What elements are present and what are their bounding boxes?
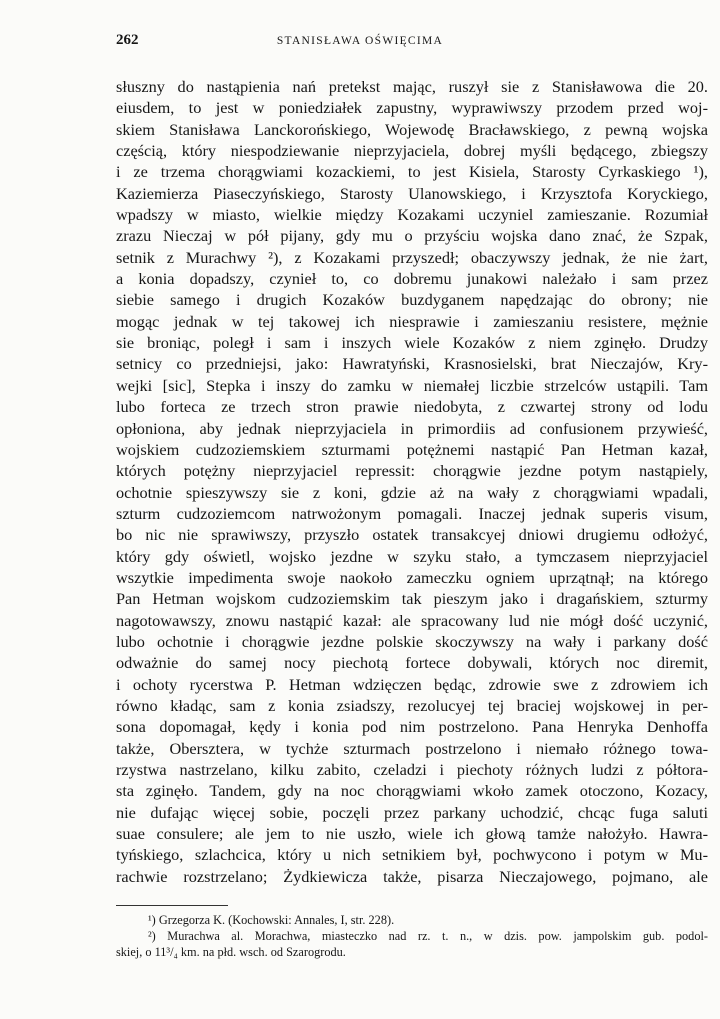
body-line: słuszny do nastąpienia nań pretekst mając, ruszył sie z Stanisławowa die 20. [116, 77, 708, 96]
body-line: zrazu Nieczaj w pół pijany, gdy mu o przyściu wojska dano znać, że Szpak, [116, 226, 708, 246]
body-line: wojskiem cudzoziemskiem szturmami potężnemi nastąpić Pan Hetman kazał, [116, 439, 708, 459]
body-line: suae consulere; ale jem to nie uszło, wiele ich głową tamże nałożyło. Hawra- [116, 824, 708, 844]
body-line: skiem Stanisława Lanckorońskiego, Wojewodę Bracławskiego, z pewną wojska [116, 119, 708, 139]
body-line: Pan Hetman wojskom cudzoziemskim tak pieszym jako i dragańskiem, szturmy [116, 589, 708, 609]
body-line: sona dopomagał, kędy i konia pod nim postrzelono. Pana Henryka Denhoffa [116, 717, 708, 737]
body-line: Kaziemierza Piaseczyńskiego, Starosty Ulanowskiego, i Krzysztofa Koryckiego, [116, 183, 708, 203]
footnote-rule [116, 905, 228, 906]
body-line: odważnie do samej nocy piechotą fortece dobywali, których noc diremit, [116, 653, 708, 673]
running-head: STANISŁAWA OŚWIĘCIMA [276, 35, 444, 47]
body-line: wejki [sic], Stepka i inszy do zamku w niemałej liczbie strzelców ustąpili. Tam [116, 375, 708, 395]
body-line: opłoniona, aby jednak nieprzyjaciela in primordiis ad confusionem przywieść, [116, 418, 708, 438]
body-line: mogąc jednak w tej takowej ich niesprawie i zamieszaniu resistere, mężnie [116, 311, 708, 331]
body-line: lubo forteca ze trzech stron prawie niedobyta, z czwartej strony od lodu [116, 397, 708, 417]
body-line: wpadszy w miasto, wielkie między Kozakami uczyniel zamieszanie. Rozumiał [116, 205, 708, 225]
body-line: siebie samego i drugich Kozaków buzdyganem napędzając do obrony; nie [116, 290, 708, 310]
body-line: który gdy oświetl, wojsko jezdne w szyku stało, a tymczasem nieprzyjaciel [116, 546, 708, 566]
body-line: ochotnie spieszywszy sie z koni, gdzie aż na wały z chorągwiami wpadali, [116, 482, 708, 502]
body-line: równo kładąc, sam z konia zsiadszy, rezolucyej tej braciej wojskowej in per- [116, 695, 708, 715]
body-line: wszytkie impedimenta swoje naokoło zameczku ogniem uprzątnął; na którego [116, 567, 708, 587]
body-line: lubo ochotnie i chorągwie jezdne polskie skoczywszy na wały i parkany dość [116, 631, 708, 651]
footnote-2-continued: skiej, o 11³/₄ km. na płd. wsch. od Szarogrodu. [116, 945, 346, 960]
body-line: nagotowawszy, znowu nastąpić kazał: ale spracowany lud nie mógł dość uczynić, [116, 610, 708, 630]
body-line: sta zginęło. Tandem, gdy na noc chorągwiami wkoło zamek otoczono, Kozacy, [116, 781, 708, 801]
body-line: tyńskiego, szlachcica, który u nich setnikiem był, pochwycono i potym w Mu- [116, 845, 708, 865]
body-line: setnicy co przedniejsi, jako: Hawratyński, Krasnosielski, brat Nieczajów, Kry- [116, 354, 708, 374]
body-line: bo nic nie sprawiwszy, przyszło ostatek transakcyej dniowi drugiemu odłożyć, [116, 525, 708, 545]
body-line: nie dufając więcej sobie, poczęli przez parkany uchodzić, chcąc fuga saluti [116, 802, 708, 822]
body-line: i ze trzema chorągwiami kozackiemi, to jest Kisiela, Starosty Cyrkaskiego ¹), [116, 162, 708, 182]
body-text [116, 76, 708, 887]
footnote-1: ¹) Grzegorza K. (Kochowski: Annales, I, str. 228). [148, 913, 395, 927]
body-line: eiusdem, to jest w poniedziałek zapustny, wyprawiwszy przodem przed woj- [116, 98, 708, 118]
page-number: 262 [116, 32, 139, 48]
footnote-2: ²) Murachwa al. Morachwa, miasteczko nad rz. t. n., w dzis. pow. jampolskim gub. podol- [148, 929, 708, 944]
body-line: a konia dopadszy, czynieł to, co dobremu junakowi należało i sam przez [116, 269, 708, 289]
body-line: także, Obersztera, w tychże szturmach postrzelono i niemało różnego towa- [116, 738, 708, 758]
body-line: setnik z Murachwy ²), z Kozakami przyszedł; obaczywszy jednak, że nie żart, [116, 247, 708, 267]
body-line: których potężny nieprzyjaciel repressit: chorągwie jezdne potym nastąpiely, [116, 461, 708, 481]
body-line: rachwie rozstrzelano; Żydkiewicza także, pisarza Nieczajowego, pojmano, ale [116, 866, 708, 886]
body-line: szturm cudzoziemcom natrwożonym pomagali. Inaczej jednak superis visum, [116, 503, 708, 523]
body-line: częścią, który niespodziewanie nieprzyjaciela, dobrej myśli będącego, zbiegszy [116, 141, 708, 161]
body-line: sie broniąc, poległ i sam i inszych wiele Kozaków z niem zginęło. Drudzy [116, 333, 708, 353]
body-line: i ochoty rycerstwa P. Hetman wdzięczen będąc, zdrowie swe z zdrowiem ich [116, 674, 708, 694]
footnotes [116, 912, 708, 961]
body-line: rzystwa nastrzelano, kilku zabito, czeladzi i piechoty różnych ludzi z półtora- [116, 760, 708, 779]
